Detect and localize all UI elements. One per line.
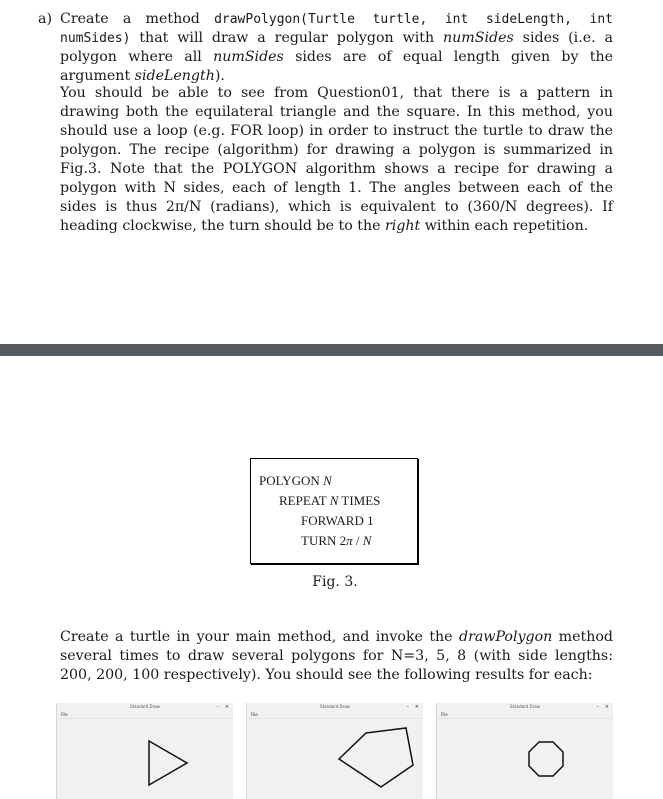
question-label: a) xyxy=(38,11,52,27)
recipe-keyword: TIMES xyxy=(338,493,381,508)
triangle-polygon xyxy=(149,741,187,785)
right-term: right xyxy=(385,218,421,234)
intro-text: Create a method xyxy=(60,11,215,27)
task-paragraph xyxy=(60,628,613,685)
file-menu[interactable]: File xyxy=(57,711,233,719)
num-sides-term: numSides xyxy=(443,30,514,46)
intro-text: that will draw a regular polygon with xyxy=(130,30,444,46)
recipe-line-turn xyxy=(301,533,371,549)
paragraph-text: within each repetition. xyxy=(420,218,589,234)
window-title: Standard Draw xyxy=(130,704,160,709)
algorithm-paragraph xyxy=(60,84,613,236)
intro-text: ). xyxy=(214,68,225,84)
recipe-pi: π xyxy=(346,533,353,548)
recipe-keyword: TURN 2 xyxy=(301,533,347,548)
minimize-button[interactable]: – xyxy=(216,704,219,710)
standard-draw-window-pentagon xyxy=(246,703,423,799)
recipe-line-polygon xyxy=(259,473,332,489)
method-term: drawPolygon xyxy=(458,629,553,645)
paragraph-text: You should be able to see from Question01, that there is a pattern in drawing both the equilateral triangle and the square. In this method, you should use a loop (e.g. FOR loop) in order to instruct the turtle to draw the polygon. The recipe (algorithm) for drawing a polygon is summarized in Fig.3. Note that the POLYGON algorithm shows a recipe for drawing a polygon with N sides, each of length 1. The angles between each of the sides is thus 2π/N (radians), which is equivalent to (360/N degrees). If heading clockwise, the turn should be to the xyxy=(60,85,613,234)
recipe-line-repeat xyxy=(279,493,380,509)
page-divider xyxy=(0,344,663,356)
recipe-var-n: N xyxy=(323,473,332,488)
pentagon-canvas xyxy=(247,719,423,799)
triangle-canvas xyxy=(57,719,233,799)
octagon-canvas xyxy=(437,719,613,799)
intro-text: sides are of equal length given by the argument xyxy=(60,49,613,84)
file-menu[interactable]: File xyxy=(437,711,613,719)
figure-caption: Fig. 3. xyxy=(312,574,358,590)
standard-draw-window-octagon xyxy=(436,703,613,799)
recipe-var-n: N xyxy=(362,533,372,548)
close-button[interactable]: × xyxy=(414,704,419,710)
num-sides-term: numSides xyxy=(213,49,284,65)
side-length-term: sideLength xyxy=(134,68,215,84)
minimize-button[interactable]: – xyxy=(406,704,409,710)
recipe-keyword: / xyxy=(352,533,363,548)
file-menu[interactable]: File xyxy=(247,711,423,719)
window-title: Standard Draw xyxy=(320,704,350,709)
recipe-keyword: REPEAT xyxy=(279,493,330,508)
octagon-polygon xyxy=(529,742,563,776)
method-signature: drawPolygon(Turtle turtle, int sideLength, int numSides) xyxy=(60,12,614,46)
pentagon-polygon xyxy=(339,728,413,787)
intro-text: sides (i.e. a polygon where all xyxy=(60,30,614,65)
task-text: Create a turtle in your main method, and invoke the xyxy=(60,629,459,645)
minimize-button[interactable]: – xyxy=(596,704,599,710)
standard-draw-window-triangle xyxy=(56,703,233,799)
close-button[interactable]: × xyxy=(604,704,609,710)
recipe-keyword: POLYGON xyxy=(259,473,324,488)
recipe-line-forward: FORWARD 1 xyxy=(301,513,374,528)
window-title: Standard Draw xyxy=(510,704,540,709)
polygon-recipe-box xyxy=(250,458,418,564)
close-button[interactable]: × xyxy=(224,704,229,710)
question-intro xyxy=(60,10,613,86)
task-text: method several times to draw several polygons for N=3, 5, 8 (with side lengths: 200, 200, 100 respectively). You should see the following results for each: xyxy=(60,629,613,683)
recipe-var-n: N xyxy=(329,493,339,508)
